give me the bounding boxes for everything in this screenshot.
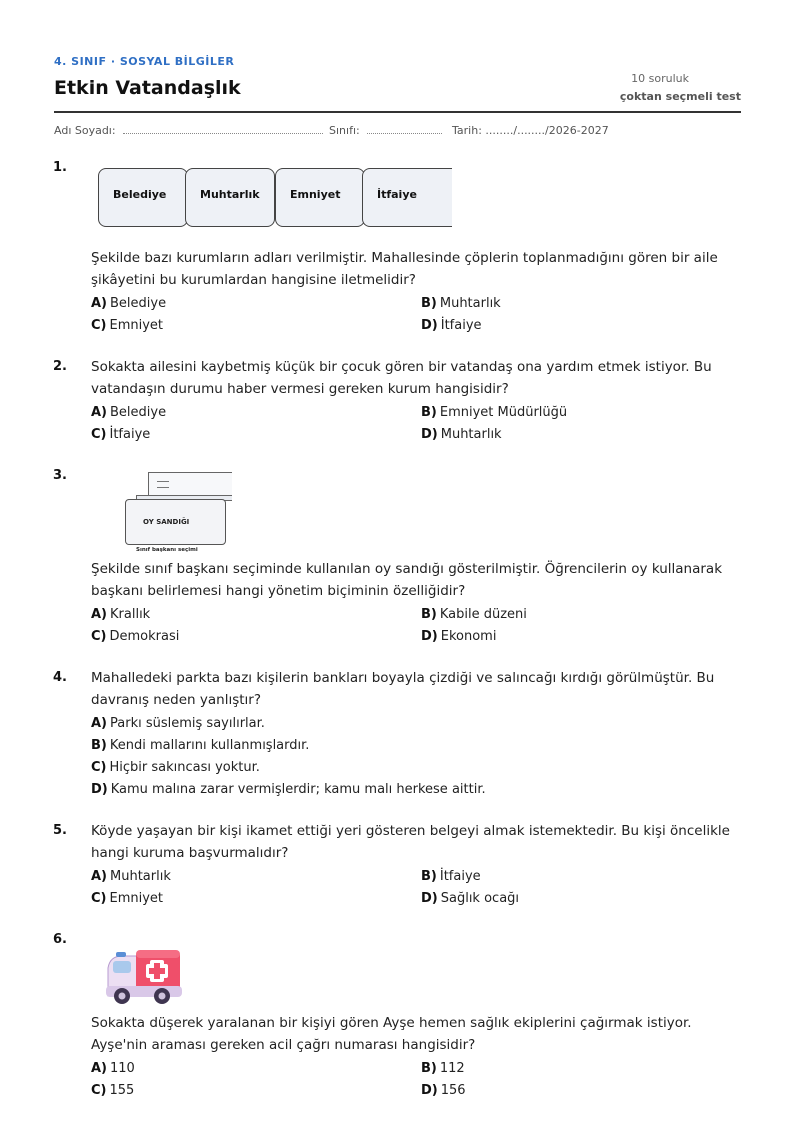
option-letter: C) — [91, 891, 107, 906]
option-c[interactable] — [91, 427, 150, 442]
name-field[interactable] — [54, 124, 323, 137]
option-letter: C) — [91, 1083, 107, 1098]
option-letter: B) — [421, 296, 437, 311]
option-text: İtfaiye — [440, 318, 482, 333]
option-letter: D) — [421, 1083, 438, 1098]
institution-card: Belediye — [98, 168, 188, 227]
option-letter: D) — [421, 318, 438, 333]
option-text: Muhtarlık — [110, 869, 171, 884]
option-letter: B) — [421, 607, 437, 622]
institution-card: İtfaiye — [362, 168, 452, 227]
question-text: Sokakta düşerek yaralanan bir kişiyi gören Ayşe hemen sağlık ekiplerini çağırmak istiyor. Ayşe'nin araması gereken acil çağrı numarası hangisidir? — [91, 1015, 692, 1053]
option-a[interactable] — [91, 296, 166, 311]
question-count: 10 soruluk — [631, 72, 689, 85]
question-text: Köyde yaşayan bir kişi ikamet ettiği yeri gösteren belgeyi almak istemektedir. Bu kişi öncelikle hangi kuruma başvurmalıdır? — [91, 823, 730, 861]
option-text: İtfaiye — [109, 427, 151, 442]
date-field: Tarih: ......../......../2026-2027 — [452, 124, 609, 137]
ambulance-icon — [102, 946, 184, 1008]
question-number: 3. — [53, 468, 67, 483]
question-text: Sokakta ailesini kaybetmiş küçük bir çocuk gören bir vatandaş ona yardım etmek istiyor. Bu vatandaşın durumu haber vermesi gereken kurum hangisidir? — [91, 359, 712, 397]
test-type: çoktan seçmeli test — [619, 90, 741, 103]
option-b[interactable] — [421, 869, 481, 884]
option-a[interactable] — [91, 716, 265, 731]
institution-card: Muhtarlık — [185, 168, 275, 227]
option-text: Belediye — [110, 296, 167, 311]
option-letter: B) — [421, 405, 437, 420]
option-text: 110 — [110, 1061, 135, 1076]
option-c[interactable] — [91, 629, 179, 644]
institution-card: Emniyet — [275, 168, 365, 227]
option-d[interactable] — [421, 891, 519, 906]
option-letter: B) — [421, 869, 437, 884]
option-d[interactable] — [421, 318, 482, 333]
option-b[interactable] — [421, 1061, 465, 1076]
header-divider — [54, 111, 741, 113]
option-d[interactable] — [421, 1083, 466, 1098]
option-letter: A) — [91, 869, 108, 884]
question-number: 1. — [53, 160, 67, 175]
option-letter: A) — [91, 1061, 108, 1076]
option-text: Emniyet — [109, 891, 164, 906]
name-label: Adı Soyadı: — [54, 124, 116, 137]
question-number: 6. — [53, 932, 67, 947]
option-text: Ekonomi — [440, 629, 497, 644]
option-letter: A) — [91, 405, 108, 420]
option-text: Kabile düzeni — [439, 607, 527, 622]
option-letter: D) — [421, 891, 438, 906]
option-text: Hiçbir sakıncası yoktur. — [109, 760, 260, 775]
option-c[interactable] — [91, 1083, 134, 1098]
option-letter: C) — [91, 427, 107, 442]
option-d[interactable] — [421, 629, 496, 644]
option-d[interactable] — [91, 782, 486, 797]
option-text: Kendi mallarını kullanmışlardır. — [109, 738, 310, 753]
option-letter: D) — [421, 427, 438, 442]
option-text: Sağlık ocağı — [440, 891, 520, 906]
option-letter: C) — [91, 629, 107, 644]
question-number: 4. — [53, 670, 67, 685]
ballot-box-caption: Sınıf başkanı seçimi — [136, 547, 198, 553]
class-label: Sınıfı: — [329, 124, 360, 137]
option-text: Emniyet Müdürlüğü — [439, 405, 568, 420]
option-letter: C) — [91, 760, 107, 775]
option-text: İtfaiye — [439, 869, 481, 884]
page-title: Etkin Vatandaşlık — [54, 77, 241, 99]
option-b[interactable] — [421, 405, 567, 420]
option-letter: D) — [91, 782, 108, 797]
option-text: 112 — [439, 1061, 465, 1076]
subject-label: 4. SINIF · SOSYAL BİLGİLER — [54, 55, 235, 68]
question-text: Mahalledeki parkta bazı kişilerin bankları boyayla çizdiği ve salıncağı kırdığı görülmüştür. Bu davranış neden yanlıştır? — [91, 670, 715, 708]
ballot-box-label: OY SANDIĞI — [143, 518, 190, 526]
option-text: Demokrasi — [109, 629, 180, 644]
question-text: Şekilde sınıf başkanı seçiminde kullanılan oy sandığı gösterilmiştir. Öğrencilerin oy kullanarak başkanı belirlemesi hangi yönetim biçiminin özelliğidir? — [91, 561, 723, 599]
option-text: Kamu malına zarar vermişlerdir; kamu malı herkese aittir. — [110, 782, 486, 797]
option-letter: C) — [91, 318, 107, 333]
option-letter: B) — [91, 738, 107, 753]
option-text: Muhtarlık — [439, 296, 501, 311]
option-letter: A) — [91, 716, 108, 731]
question-number: 5. — [53, 823, 67, 838]
question-text: Şekilde bazı kurumların adları verilmiştir. Mahallesinde çöplerin toplanmadığını gören bir aile şikâyetini bu kurumlardan hangisine iletmelidir? — [91, 250, 718, 288]
class-field[interactable] — [329, 124, 442, 137]
option-text: Belediye — [110, 405, 167, 420]
option-a[interactable] — [91, 1061, 135, 1076]
option-text: Parkı süslemiş sayılırlar. — [110, 716, 265, 731]
option-text: Krallık — [110, 607, 151, 622]
option-b[interactable] — [421, 296, 501, 311]
name-blank — [123, 124, 323, 134]
option-letter: B) — [421, 1061, 437, 1076]
option-d[interactable] — [421, 427, 502, 442]
option-a[interactable] — [91, 607, 150, 622]
option-letter: A) — [91, 607, 108, 622]
class-blank — [367, 124, 442, 134]
option-c[interactable] — [91, 318, 163, 333]
option-letter: A) — [91, 296, 108, 311]
option-a[interactable] — [91, 869, 171, 884]
option-letter: D) — [421, 629, 438, 644]
option-b[interactable] — [421, 607, 527, 622]
option-text: Muhtarlık — [440, 427, 502, 442]
option-text: 156 — [440, 1083, 466, 1098]
option-text: Emniyet — [109, 318, 164, 333]
option-b[interactable] — [91, 738, 309, 753]
option-text: 155 — [109, 1083, 135, 1098]
option-a[interactable] — [91, 405, 166, 420]
question-number: 2. — [53, 359, 67, 374]
option-c[interactable] — [91, 891, 163, 906]
option-c[interactable] — [91, 760, 260, 775]
